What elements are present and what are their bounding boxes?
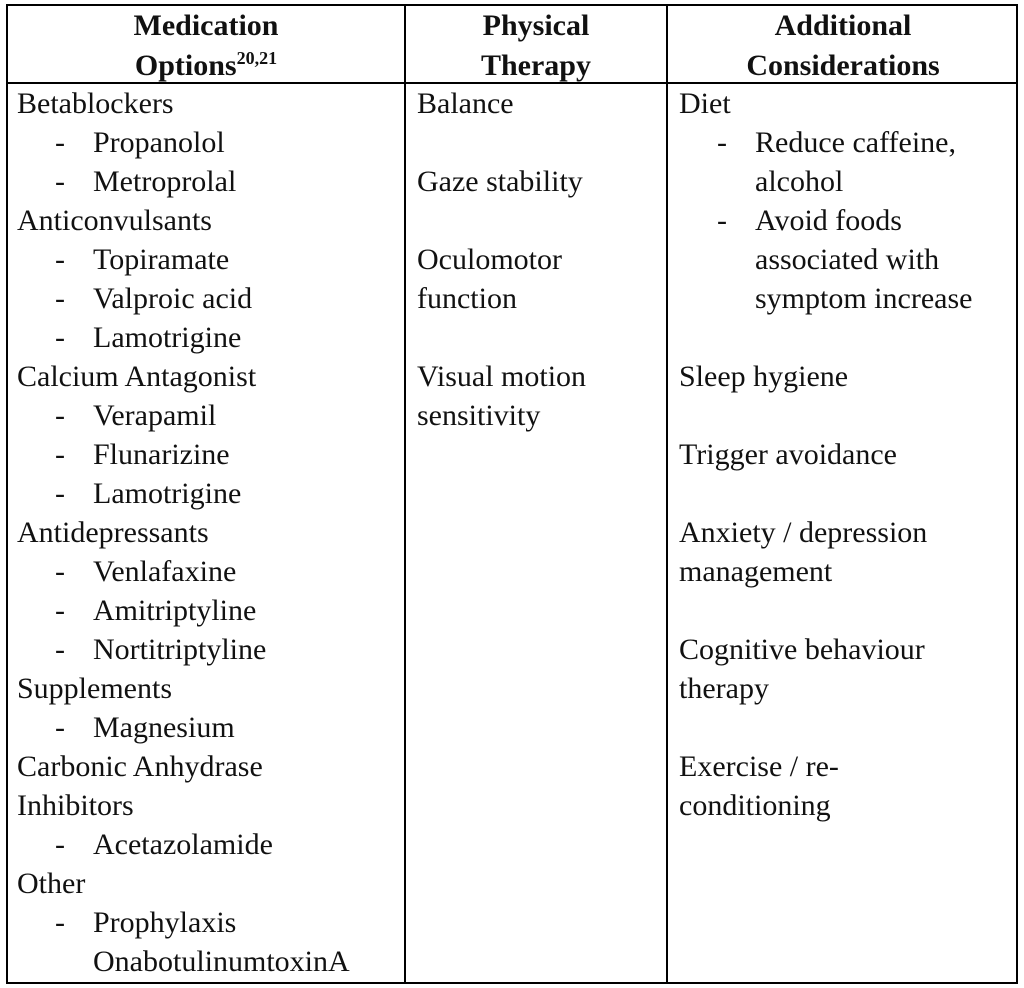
category-label: Betablockers	[17, 87, 174, 120]
category-label: Calcium Antagonist	[17, 360, 257, 393]
header-text: Additional	[774, 9, 912, 42]
list-item: - Valproic acid	[55, 282, 253, 315]
category-label: Antidepressants	[17, 516, 209, 549]
list-item: - Verapamil	[55, 399, 217, 432]
consideration-item: Diet	[679, 87, 731, 120]
list-item: - Amitriptyline	[55, 594, 257, 627]
list-item: - Metroprolal	[55, 165, 237, 198]
physical-therapy-column	[417, 84, 662, 435]
list-item: - Acetazolamide	[55, 828, 273, 861]
consideration-item: Cognitive behaviour	[679, 633, 925, 666]
column-divider-2	[666, 6, 668, 982]
header-text: Medication	[133, 9, 279, 42]
therapy-item: sensitivity	[417, 399, 541, 432]
list-item-continuation: OnabotulinumtoxinA	[93, 945, 350, 978]
category-label: Inhibitors	[17, 789, 134, 822]
treatment-table	[6, 4, 1018, 984]
consideration-item: management	[679, 555, 833, 588]
list-item: - Magnesium	[55, 711, 235, 744]
consideration-item: Trigger avoidance	[679, 438, 897, 471]
list-item: - Lamotrigine	[55, 477, 242, 510]
header-text: Considerations	[746, 49, 940, 82]
list-item: - Topiramate	[55, 243, 230, 276]
category-label: Other	[17, 867, 86, 900]
header-text: Physical	[482, 9, 590, 42]
column-divider-1	[404, 6, 406, 982]
therapy-item: function	[417, 282, 517, 315]
list-item: - Avoid foods	[717, 204, 902, 237]
considerations-column	[679, 84, 1015, 825]
list-item: - Reduce caffeine,	[717, 126, 956, 159]
header-text: Options$^{20,21}$	[134, 48, 278, 82]
list-item-continuation: associated with	[755, 243, 940, 276]
category-label: Supplements	[17, 672, 172, 705]
list-item: - Propanolol	[55, 126, 225, 159]
list-item: - Lamotrigine	[55, 321, 242, 354]
list-item: - Prophylaxis	[55, 906, 237, 939]
list-item: - Nortitriptyline	[55, 633, 267, 666]
category-label: Carbonic Anhydrase	[17, 750, 263, 783]
consideration-item: Anxiety / depression	[679, 516, 928, 549]
header-text: Therapy	[480, 49, 591, 82]
list-item-continuation: symptom increase	[755, 282, 973, 315]
list-item: - Venlafaxine	[55, 555, 237, 588]
consideration-item: Exercise / re-	[679, 750, 839, 783]
header-medication-options	[8, 6, 404, 82]
header-additional-considerations	[668, 6, 1018, 82]
consideration-item: therapy	[679, 672, 769, 705]
list-item: - Flunarizine	[55, 438, 230, 471]
citation-superscript: 20,21	[236, 48, 278, 68]
consideration-item: conditioning	[679, 789, 831, 822]
therapy-item: Gaze stability	[417, 165, 583, 198]
therapy-item: Oculomotor	[417, 243, 562, 276]
medication-column	[17, 84, 402, 981]
header-physical-therapy	[406, 6, 666, 82]
therapy-item: Balance	[417, 87, 514, 120]
list-item-continuation: alcohol	[755, 165, 844, 198]
consideration-item: Sleep hygiene	[679, 360, 849, 393]
therapy-item: Visual motion	[417, 360, 587, 393]
category-label: Anticonvulsants	[17, 204, 212, 237]
